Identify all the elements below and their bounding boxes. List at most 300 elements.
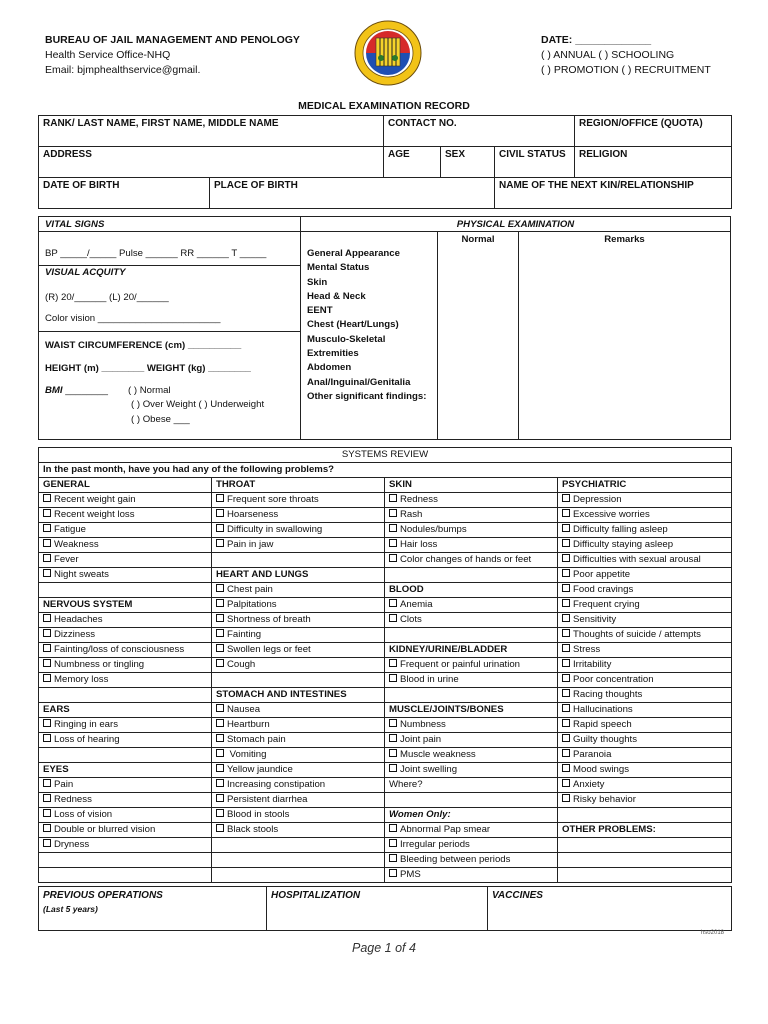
table-row — [39, 553, 732, 568]
cell-label: Shortness of breath — [227, 614, 311, 625]
exam-type-row-1[interactable]: ( ) ANNUAL ( ) SCHOOLING — [541, 49, 675, 61]
symptom-checkbox-item[interactable] — [558, 658, 732, 673]
symptom-checkbox-item[interactable] — [39, 508, 212, 523]
vaccines-field[interactable]: VACCINES — [488, 887, 732, 931]
cell-label: Paranoia — [573, 749, 612, 760]
cell-label: Loss of hearing — [54, 734, 120, 745]
symptom-checkbox-item[interactable] — [558, 643, 732, 658]
cell-label: Mood swings — [573, 764, 629, 775]
checkbox-icon[interactable] — [389, 719, 397, 727]
symptom-checkbox-item[interactable] — [212, 598, 385, 613]
symptom-checkbox-item[interactable] — [385, 733, 558, 748]
bjmp-seal-logo — [349, 20, 427, 86]
cell-label: Double or blurred vision — [54, 824, 156, 835]
height-weight[interactable]: HEIGHT (m) ________ WEIGHT (kg) ________ — [45, 363, 251, 374]
symptom-checkbox-item[interactable] — [558, 778, 732, 793]
checkbox-icon[interactable] — [43, 734, 51, 742]
cell-label: Abnormal Pap smear — [400, 824, 491, 835]
symptom-checkbox-item[interactable] — [212, 508, 385, 523]
checkbox-icon[interactable] — [43, 629, 51, 637]
checkbox-icon[interactable] — [43, 794, 51, 802]
cell-label: Pain — [54, 779, 74, 790]
cell-label: Muscle weakness — [400, 749, 476, 760]
cell-label: Redness — [400, 494, 438, 505]
cell-label: Difficulty in swallowing — [227, 524, 323, 535]
table-cell — [385, 793, 558, 808]
section-heading — [385, 478, 558, 493]
exam-type-row-2[interactable]: ( ) PROMOTION ( ) RECRUITMENT — [541, 64, 711, 76]
checkbox-icon[interactable] — [216, 659, 224, 667]
checkbox-icon[interactable] — [389, 509, 397, 517]
symptom-checkbox-item[interactable] — [212, 778, 385, 793]
checkbox-icon[interactable] — [389, 854, 397, 862]
cell-label: Thoughts of suicide / attempts — [573, 629, 701, 640]
symptom-checkbox-item[interactable] — [385, 658, 558, 673]
checkbox-icon[interactable] — [216, 584, 224, 592]
physical-exam-item: Chest (Heart/Lungs) — [307, 319, 399, 331]
table-row — [39, 853, 732, 868]
checkbox-icon[interactable] — [43, 554, 51, 562]
symptom-checkbox-item[interactable] — [558, 583, 732, 598]
cell-label: Rapid speech — [573, 719, 632, 730]
previous-operations-sub: (Last 5 years) — [43, 904, 98, 914]
symptom-checkbox-item[interactable] — [39, 628, 212, 643]
table-row — [39, 673, 732, 688]
checkbox-icon[interactable] — [216, 794, 224, 802]
cell-label: KIDNEY/URINE/BLADDER — [389, 644, 508, 655]
cell-label: Persistent diarrhea — [227, 794, 308, 805]
cell-label: Blood in stools — [227, 809, 290, 820]
cell-label: HEART AND LUNGS — [216, 569, 309, 580]
checkbox-icon[interactable] — [389, 494, 397, 502]
checkbox-icon[interactable] — [216, 704, 224, 712]
symptom-checkbox-item[interactable] — [558, 628, 732, 643]
checkbox-icon[interactable] — [562, 674, 570, 682]
pob-field[interactable]: PLACE OF BIRTH — [210, 178, 495, 209]
checkbox-icon[interactable] — [389, 764, 397, 772]
checkbox-icon[interactable] — [562, 629, 570, 637]
symptom-checkbox-item[interactable] — [212, 523, 385, 538]
table-cell — [558, 838, 732, 853]
checkbox-icon[interactable] — [216, 539, 224, 547]
checkbox-icon[interactable] — [562, 569, 570, 577]
checkbox-icon[interactable] — [562, 614, 570, 622]
checkbox-icon[interactable] — [216, 764, 224, 772]
bp-pulse-rr-temp[interactable]: BP _____/_____ Pulse ______ RR ______ T _____ — [45, 248, 267, 259]
symptom-checkbox-item[interactable] — [558, 568, 732, 583]
hospitalization-field[interactable]: HOSPITALIZATION — [267, 887, 488, 931]
checkbox-icon[interactable] — [43, 614, 51, 622]
cell-label: Hoarseness — [227, 509, 279, 520]
table-cell — [558, 868, 732, 883]
checkbox-icon[interactable] — [43, 809, 51, 817]
physical-exam-item: General Appearance — [307, 248, 400, 259]
checkbox-icon[interactable] — [216, 749, 224, 757]
table-row — [39, 763, 732, 778]
symptom-checkbox-item[interactable] — [39, 613, 212, 628]
symptom-checkbox-item[interactable] — [39, 493, 212, 508]
section-heading — [558, 478, 732, 493]
previous-operations-field[interactable] — [39, 887, 267, 931]
cell-label: Fainting/loss of consciousness — [54, 644, 185, 655]
physical-exam-item: Extremities — [307, 348, 359, 360]
cell-label: Nausea — [227, 704, 261, 715]
symptom-checkbox-item[interactable] — [212, 823, 385, 838]
waist-circumference[interactable]: WAIST CIRCUMFERENCE (cm) __________ — [45, 340, 242, 351]
vitals-physical-box — [38, 216, 731, 440]
cell-label: Palpitations — [227, 599, 277, 610]
physical-exam-item: Musculo-Skeletal — [307, 333, 386, 345]
checkbox-icon[interactable] — [43, 509, 51, 517]
checkbox-icon[interactable] — [389, 659, 397, 667]
physical-exam-item: Anal/Inguinal/Genitalia — [307, 376, 411, 388]
symptom-checkbox-item[interactable] — [558, 493, 732, 508]
symptom-checkbox-item[interactable] — [558, 613, 732, 628]
symptom-checkbox-item[interactable] — [558, 718, 732, 733]
section-heading — [558, 823, 732, 838]
checkbox-icon[interactable] — [43, 524, 51, 532]
cell-label: Hair loss — [400, 539, 438, 550]
civil-status-field[interactable]: CIVIL STATUS — [495, 147, 575, 178]
symptom-checkbox-item[interactable] — [39, 568, 212, 583]
symptom-checkbox-item[interactable] — [39, 538, 212, 553]
symptom-checkbox-item[interactable] — [212, 793, 385, 808]
table-row — [39, 703, 732, 718]
dob-field[interactable]: DATE OF BIRTH — [39, 178, 210, 209]
cell-label: Vomiting — [227, 749, 267, 760]
checkbox-icon[interactable] — [389, 614, 397, 622]
symptom-checkbox-item[interactable] — [558, 553, 732, 568]
checkbox-icon[interactable] — [43, 674, 51, 682]
symptom-checkbox-item[interactable] — [39, 838, 212, 853]
cell-label: Chest pain — [227, 584, 273, 595]
table-row — [39, 568, 732, 583]
checkbox-icon[interactable] — [562, 704, 570, 712]
visual-acuity-line[interactable]: (R) 20/______ (L) 20/______ — [45, 292, 169, 303]
checkbox-icon[interactable] — [389, 554, 397, 562]
cell-label: Fainting — [227, 629, 262, 640]
cell-label: Frequent sore throats — [227, 494, 319, 505]
symptom-checkbox-item[interactable] — [385, 853, 558, 868]
symptom-checkbox-item[interactable] — [212, 583, 385, 598]
color-vision-line[interactable]: Color vision _______________________ — [45, 313, 221, 324]
checkbox-icon[interactable] — [216, 629, 224, 637]
table-row — [39, 598, 732, 613]
cell-label: PMS — [400, 869, 421, 880]
systems-review-question: In the past month, have you had any of the following problems? — [39, 463, 732, 478]
checkbox-icon[interactable] — [562, 644, 570, 652]
cell-label: SKIN — [389, 479, 412, 490]
systems-review-table — [38, 447, 732, 883]
symptom-checkbox-item[interactable] — [385, 598, 558, 613]
cell-label: Stress — [573, 644, 601, 655]
symptom-checkbox-item[interactable] — [385, 673, 558, 688]
table-row — [39, 838, 732, 853]
symptom-checkbox-item[interactable] — [385, 838, 558, 853]
symptom-checkbox-item[interactable] — [39, 823, 212, 838]
office-email: Email: bjmphealthservice@gmail. — [45, 64, 201, 76]
table-cell — [212, 853, 385, 868]
symptom-checkbox-item[interactable] — [558, 793, 732, 808]
symptom-checkbox-item[interactable] — [558, 538, 732, 553]
cell-label: Recent weight gain — [54, 494, 136, 505]
cell-label: MUSCLE/JOINTS/BONES — [389, 704, 504, 715]
symptom-checkbox-item[interactable] — [212, 628, 385, 643]
bmi-label: BMI — [45, 385, 63, 396]
religion-field[interactable]: RELIGION — [575, 147, 732, 178]
cell-label: Dizziness — [54, 629, 96, 640]
symptom-checkbox-item[interactable] — [39, 808, 212, 823]
cell-label: Color changes of hands or feet — [400, 554, 532, 565]
cell-label: OTHER PROBLEMS: — [562, 824, 656, 835]
checkbox-icon[interactable] — [562, 524, 570, 532]
table-row — [39, 493, 732, 508]
name-field[interactable]: RANK/ LAST NAME, FIRST NAME, MIDDLE NAME — [39, 116, 384, 147]
checkbox-icon[interactable] — [389, 674, 397, 682]
checkbox-icon[interactable] — [562, 719, 570, 727]
table-row — [39, 733, 732, 748]
section-heading — [39, 763, 212, 778]
cell-label: Increasing constipation — [227, 779, 326, 790]
bmi-over-under-option[interactable]: ( ) Over Weight ( ) Underweight — [131, 399, 265, 410]
checkbox-icon[interactable] — [216, 824, 224, 832]
symptom-checkbox-item[interactable] — [558, 673, 732, 688]
age-field[interactable]: AGE — [384, 147, 441, 178]
table-row — [39, 823, 732, 838]
region-field[interactable]: REGION/OFFICE (QUOTA) — [575, 116, 732, 147]
cell-label: Weakness — [54, 539, 99, 550]
cell-label: Poor concentration — [573, 674, 654, 685]
symptom-checkbox-item[interactable] — [385, 763, 558, 778]
checkbox-icon[interactable] — [216, 644, 224, 652]
checkbox-icon[interactable] — [43, 569, 51, 577]
cell-label: PSYCHIATRIC — [562, 479, 627, 490]
checkbox-icon[interactable] — [216, 779, 224, 787]
checkbox-icon[interactable] — [562, 539, 570, 547]
contact-field[interactable]: CONTACT NO. — [384, 116, 575, 147]
checkbox-icon[interactable] — [562, 509, 570, 517]
checkbox-icon[interactable] — [562, 494, 570, 502]
cell-label: Where? — [389, 779, 423, 790]
physical-exam-item: EENT — [307, 305, 333, 317]
symptom-checkbox-item[interactable] — [385, 523, 558, 538]
physical-exam-header: PHYSICAL EXAMINATION — [456, 219, 575, 230]
symptom-checkbox-item[interactable] — [212, 643, 385, 658]
symptom-checkbox-item[interactable] — [558, 763, 732, 778]
cell-label: EARS — [43, 704, 70, 715]
table-row — [39, 868, 732, 883]
sex-field[interactable]: SEX — [441, 147, 495, 178]
header-left — [45, 33, 300, 78]
cell-label: Fatigue — [54, 524, 86, 535]
checkbox-icon[interactable] — [562, 764, 570, 772]
checkbox-icon[interactable] — [562, 554, 570, 562]
checkbox-icon[interactable] — [216, 734, 224, 742]
checkbox-icon[interactable] — [562, 749, 570, 757]
symptom-checkbox-item[interactable] — [212, 748, 385, 763]
cell-label: Black stools — [227, 824, 279, 835]
checkbox-icon[interactable] — [216, 809, 224, 817]
checkbox-icon[interactable] — [389, 734, 397, 742]
cell-label: Frequent crying — [573, 599, 640, 610]
checkbox-icon[interactable] — [562, 659, 570, 667]
checkbox-icon[interactable] — [216, 719, 224, 727]
table-cell — [39, 748, 212, 763]
cell-label: Cough — [227, 659, 256, 670]
symptom-checkbox-item[interactable] — [212, 538, 385, 553]
cell-label: THROAT — [216, 479, 256, 490]
symptom-checkbox-item[interactable] — [39, 553, 212, 568]
checkbox-icon[interactable] — [389, 599, 397, 607]
cell-label: Night sweats — [54, 569, 109, 580]
table-cell — [39, 868, 212, 883]
checkbox-icon[interactable] — [389, 869, 397, 877]
bmi-obese-option[interactable]: ( ) Obese ___ — [131, 414, 190, 425]
checkbox-icon[interactable] — [43, 839, 51, 847]
cell-label: Heartburn — [227, 719, 270, 730]
cell-label: Fever — [54, 554, 79, 565]
symptom-checkbox-item[interactable] — [39, 778, 212, 793]
checkbox-icon[interactable] — [562, 779, 570, 787]
checkbox-icon[interactable] — [216, 614, 224, 622]
checkbox-icon[interactable] — [562, 599, 570, 607]
symptom-checkbox-item[interactable] — [558, 733, 732, 748]
cell-label: Guilty thoughts — [573, 734, 637, 745]
symptom-checkbox-item[interactable] — [558, 598, 732, 613]
symptom-checkbox-item[interactable] — [385, 553, 558, 568]
symptom-checkbox-item[interactable] — [39, 793, 212, 808]
symptom-checkbox-item[interactable] — [558, 688, 732, 703]
cell-label: Yellow jaundice — [227, 764, 293, 775]
cell-label: Anxiety — [573, 779, 605, 790]
symptom-checkbox-item[interactable] — [212, 493, 385, 508]
date-field[interactable]: DATE: _____________ — [541, 34, 652, 46]
symptom-checkbox-item[interactable] — [212, 733, 385, 748]
symptom-checkbox-item[interactable] — [212, 703, 385, 718]
cell-label: Irritability — [573, 659, 612, 670]
checkbox-icon[interactable] — [43, 494, 51, 502]
symptom-checkbox-item[interactable] — [385, 823, 558, 838]
symptom-checkbox-item[interactable] — [385, 493, 558, 508]
symptom-checkbox-item[interactable] — [385, 868, 558, 883]
visual-acuity-header: VISUAL ACQUITY — [45, 267, 126, 278]
symptom-checkbox-item[interactable] — [385, 613, 558, 628]
cell-label: Joint swelling — [400, 764, 458, 775]
symptom-checkbox-item[interactable] — [385, 508, 558, 523]
checkbox-icon[interactable] — [43, 779, 51, 787]
physical-exam-item: Other significant findings: — [307, 390, 427, 402]
cell-label: Poor appetite — [573, 569, 631, 580]
checkbox-icon[interactable] — [389, 839, 397, 847]
table-row — [39, 628, 732, 643]
symptom-checkbox-item[interactable] — [212, 658, 385, 673]
section-note — [385, 808, 558, 823]
table-row — [39, 808, 732, 823]
checkbox-icon[interactable] — [216, 599, 224, 607]
symptom-checkbox-item[interactable] — [558, 748, 732, 763]
checkbox-icon[interactable] — [216, 494, 224, 502]
checkbox-icon[interactable] — [562, 734, 570, 742]
checkbox-icon[interactable] — [562, 794, 570, 802]
bmi-line[interactable] — [45, 385, 108, 396]
checkbox-icon[interactable] — [389, 824, 397, 832]
cell-label: Ringing in ears — [54, 719, 118, 730]
symptom-checkbox-item[interactable] — [558, 523, 732, 538]
symptom-checkbox-item[interactable] — [39, 523, 212, 538]
table-cell — [385, 628, 558, 643]
checkbox-icon[interactable] — [43, 659, 51, 667]
checkbox-icon[interactable] — [389, 749, 397, 757]
cell-label: Food cravings — [573, 584, 634, 595]
symptom-checkbox-item[interactable] — [212, 718, 385, 733]
symptom-checkbox-item[interactable] — [39, 718, 212, 733]
bmi-normal-option[interactable]: ( ) Normal — [128, 385, 171, 396]
table-cell — [385, 568, 558, 583]
cell-label: Nodules/bumps — [400, 524, 467, 535]
table-cell — [212, 868, 385, 883]
symptom-checkbox-item[interactable] — [212, 613, 385, 628]
cell-label: STOMACH AND INTESTINES — [216, 689, 347, 700]
symptom-checkbox-item[interactable] — [212, 808, 385, 823]
checkbox-icon[interactable] — [43, 539, 51, 547]
symptom-checkbox-item[interactable] — [39, 658, 212, 673]
symptom-checkbox-item[interactable] — [385, 538, 558, 553]
bmi-blank: ________ — [65, 385, 108, 396]
cell-label: NERVOUS SYSTEM — [43, 599, 133, 610]
symptom-checkbox-item[interactable] — [385, 748, 558, 763]
cell-label: Women Only: — [389, 809, 451, 820]
table-cell — [212, 553, 385, 568]
symptom-checkbox-item[interactable] — [385, 718, 558, 733]
checkbox-icon[interactable] — [43, 824, 51, 832]
cell-label: Memory loss — [54, 674, 109, 685]
cell-label: Hallucinations — [573, 704, 633, 715]
cell-label: Numbness — [400, 719, 446, 730]
table-cell — [558, 853, 732, 868]
checkbox-icon[interactable] — [562, 584, 570, 592]
symptom-checkbox-item[interactable] — [212, 763, 385, 778]
table-cell — [39, 583, 212, 598]
office-name: Health Service Office-NHQ — [45, 49, 171, 61]
symptom-checkbox-item[interactable] — [558, 703, 732, 718]
address-field[interactable]: ADDRESS — [39, 147, 384, 178]
form-title: MEDICAL EXAMINATION RECORD — [298, 100, 470, 112]
cell-label: Racing thoughts — [573, 689, 643, 700]
cell-label: Bleeding between periods — [400, 854, 511, 865]
next-of-kin-field[interactable]: NAME OF THE NEXT KIN/RELATIONSHIP — [495, 178, 732, 209]
cell-label: Frequent or painful urination — [400, 659, 520, 670]
table-row — [39, 658, 732, 673]
symptom-checkbox-item[interactable] — [39, 673, 212, 688]
table-row — [39, 508, 732, 523]
previous-operations-label: PREVIOUS OPERATIONS — [43, 890, 163, 901]
symptom-checkbox-item[interactable] — [39, 643, 212, 658]
checkbox-icon[interactable] — [216, 524, 224, 532]
section-heading — [39, 598, 212, 613]
checkbox-icon[interactable] — [43, 644, 51, 652]
checkbox-icon[interactable] — [562, 689, 570, 697]
checkbox-icon[interactable] — [389, 524, 397, 532]
symptom-checkbox-item[interactable] — [39, 733, 212, 748]
table-cell — [558, 808, 732, 823]
physical-exam-item: Skin — [307, 276, 328, 288]
physical-exam-item: Head & Neck — [307, 290, 366, 302]
checkbox-icon[interactable] — [43, 719, 51, 727]
checkbox-icon[interactable] — [389, 539, 397, 547]
checkbox-icon[interactable] — [216, 509, 224, 517]
symptom-checkbox-item[interactable] — [558, 508, 732, 523]
systems-review-header: SYSTEMS REVIEW — [39, 448, 732, 463]
